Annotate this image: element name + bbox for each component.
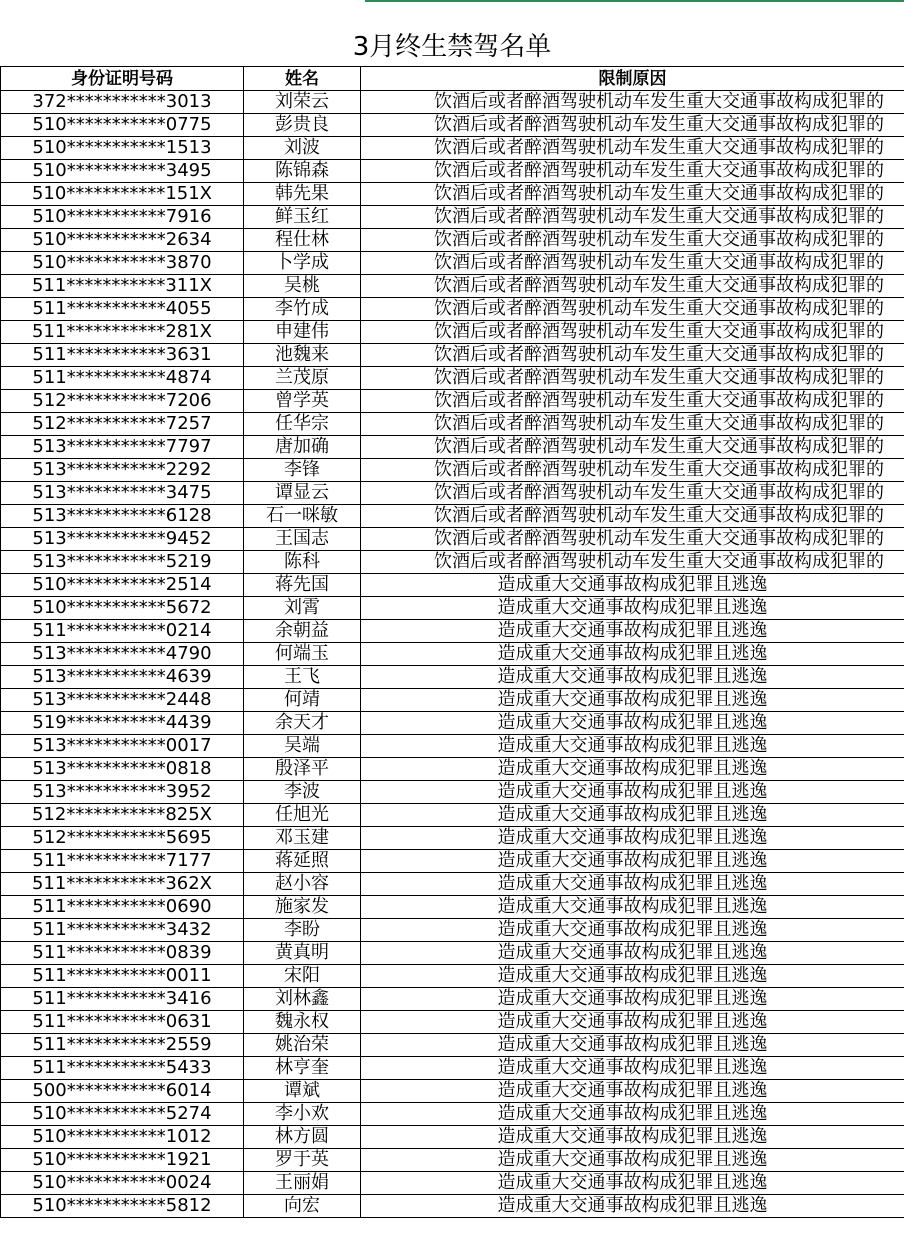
name-cell[interactable]: 何端玉 — [244, 643, 361, 666]
reason-cell[interactable]: 造成重大交通事故构成犯罪且逃逸 — [361, 873, 904, 896]
name-cell[interactable]: 林方圆 — [244, 1126, 361, 1149]
table-row — [1, 827, 904, 850]
name-cell[interactable]: 李锋 — [244, 459, 361, 482]
name-cell[interactable]: 王飞 — [244, 666, 361, 689]
id-cell[interactable]: 511***********7177 — [1, 850, 244, 873]
name-cell[interactable]: 任华宗 — [244, 413, 361, 436]
table-row — [1, 781, 904, 804]
reason-cell[interactable]: 造成重大交通事故构成犯罪且逃逸 — [361, 574, 904, 597]
name-cell[interactable]: 陈锦森 — [244, 160, 361, 183]
table-row — [1, 321, 904, 344]
id-cell[interactable]: 512***********5695 — [1, 827, 244, 850]
table-row — [1, 1011, 904, 1034]
id-cell[interactable]: 511***********5433 — [1, 1057, 244, 1080]
reason-cell[interactable]: 饮酒后或者醉酒驾驶机动车发生重大交通事故构成犯罪的 — [361, 137, 904, 160]
table-row — [1, 1172, 904, 1195]
id-cell[interactable]: 513***********3952 — [1, 781, 244, 804]
reason-cell[interactable]: 造成重大交通事故构成犯罪且逃逸 — [361, 1149, 904, 1172]
name-cell[interactable]: 韩先果 — [244, 183, 361, 206]
reason-cell[interactable]: 饮酒后或者醉酒驾驶机动车发生重大交通事故构成犯罪的 — [361, 183, 904, 206]
reason-cell[interactable]: 造成重大交通事故构成犯罪且逃逸 — [361, 827, 904, 850]
reason-cell[interactable]: 饮酒后或者醉酒驾驶机动车发生重大交通事故构成犯罪的 — [361, 160, 904, 183]
name-cell[interactable]: 池魏来 — [244, 344, 361, 367]
name-cell[interactable]: 宋阳 — [244, 965, 361, 988]
name-cell[interactable]: 吴端 — [244, 735, 361, 758]
reason-cell[interactable]: 造成重大交通事故构成犯罪且逃逸 — [361, 919, 904, 942]
reason-cell[interactable]: 造成重大交通事故构成犯罪且逃逸 — [361, 689, 904, 712]
table-row — [1, 551, 904, 574]
reason-cell[interactable]: 造成重大交通事故构成犯罪且逃逸 — [361, 758, 904, 781]
id-cell[interactable]: 512***********7206 — [1, 390, 244, 413]
name-cell[interactable]: 石一咪敏 — [244, 505, 361, 528]
id-cell[interactable]: 510***********7916 — [1, 206, 244, 229]
id-cell[interactable]: 519***********4439 — [1, 712, 244, 735]
table-row — [1, 873, 904, 896]
table-row — [1, 528, 904, 551]
reason-cell[interactable]: 造成重大交通事故构成犯罪且逃逸 — [361, 896, 904, 919]
table-row — [1, 735, 904, 758]
name-cell[interactable]: 王国志 — [244, 528, 361, 551]
table-row — [1, 183, 904, 206]
table-body — [1, 91, 904, 1218]
table-row — [1, 712, 904, 735]
table-row — [1, 298, 904, 321]
id-cell[interactable]: 511***********311X — [1, 275, 244, 298]
id-cell[interactable]: 510***********2634 — [1, 229, 244, 252]
table-row — [1, 965, 904, 988]
name-cell[interactable]: 施家发 — [244, 896, 361, 919]
name-cell[interactable]: 林亨奎 — [244, 1057, 361, 1080]
header-reason[interactable]: 限制原因 — [361, 67, 904, 91]
id-cell[interactable]: 511***********3432 — [1, 919, 244, 942]
reason-cell[interactable]: 饮酒后或者醉酒驾驶机动车发生重大交通事故构成犯罪的 — [361, 344, 904, 367]
id-cell[interactable]: 511***********362X — [1, 873, 244, 896]
table-row — [1, 1034, 904, 1057]
selection-highlight-bar — [365, 0, 904, 2]
id-cell[interactable]: 510***********0024 — [1, 1172, 244, 1195]
name-cell[interactable]: 申建伟 — [244, 321, 361, 344]
id-cell[interactable]: 513***********0818 — [1, 758, 244, 781]
table-row — [1, 597, 904, 620]
name-cell[interactable]: 谭斌 — [244, 1080, 361, 1103]
reason-cell[interactable]: 饮酒后或者醉酒驾驶机动车发生重大交通事故构成犯罪的 — [361, 551, 904, 574]
table-row — [1, 896, 904, 919]
id-cell[interactable]: 511***********0839 — [1, 942, 244, 965]
reason-cell[interactable]: 造成重大交通事故构成犯罪且逃逸 — [361, 804, 904, 827]
table-row — [1, 850, 904, 873]
header-id[interactable]: 身份证明号码 — [1, 67, 244, 91]
name-cell[interactable]: 王丽娟 — [244, 1172, 361, 1195]
id-cell[interactable]: 510***********1921 — [1, 1149, 244, 1172]
table-row — [1, 436, 904, 459]
id-cell[interactable]: 511***********0214 — [1, 620, 244, 643]
name-cell[interactable]: 鲜玉红 — [244, 206, 361, 229]
id-cell[interactable]: 513***********6128 — [1, 505, 244, 528]
name-cell[interactable]: 任旭光 — [244, 804, 361, 827]
table-row — [1, 1057, 904, 1080]
table-row — [1, 344, 904, 367]
table-row — [1, 988, 904, 1011]
name-cell[interactable]: 李盼 — [244, 919, 361, 942]
id-cell[interactable]: 372***********3013 — [1, 91, 244, 114]
name-cell[interactable]: 黄真明 — [244, 942, 361, 965]
reason-cell[interactable]: 饮酒后或者醉酒驾驶机动车发生重大交通事故构成犯罪的 — [361, 367, 904, 390]
table-row — [1, 367, 904, 390]
id-cell[interactable]: 512***********825X — [1, 804, 244, 827]
reason-cell[interactable]: 造成重大交通事故构成犯罪且逃逸 — [361, 850, 904, 873]
table-row — [1, 1103, 904, 1126]
header-name[interactable]: 姓名 — [244, 67, 361, 91]
name-cell[interactable]: 刘霄 — [244, 597, 361, 620]
reason-cell[interactable]: 造成重大交通事故构成犯罪且逃逸 — [361, 1057, 904, 1080]
reason-cell[interactable]: 饮酒后或者醉酒驾驶机动车发生重大交通事故构成犯罪的 — [361, 528, 904, 551]
name-cell[interactable]: 彭贵良 — [244, 114, 361, 137]
id-cell[interactable]: 510***********151X — [1, 183, 244, 206]
reason-cell[interactable]: 饮酒后或者醉酒驾驶机动车发生重大交通事故构成犯罪的 — [361, 206, 904, 229]
table-row — [1, 620, 904, 643]
table-row — [1, 689, 904, 712]
reason-cell[interactable]: 造成重大交通事故构成犯罪且逃逸 — [361, 1103, 904, 1126]
name-cell[interactable]: 李小欢 — [244, 1103, 361, 1126]
table-row — [1, 413, 904, 436]
table-row — [1, 252, 904, 275]
reason-cell[interactable]: 造成重大交通事故构成犯罪且逃逸 — [361, 1172, 904, 1195]
top-accent-bar — [0, 0, 904, 2]
table-row — [1, 137, 904, 160]
id-cell[interactable]: 510***********3495 — [1, 160, 244, 183]
reason-cell[interactable]: 饮酒后或者醉酒驾驶机动车发生重大交通事故构成犯罪的 — [361, 298, 904, 321]
reason-cell[interactable]: 造成重大交通事故构成犯罪且逃逸 — [361, 597, 904, 620]
name-cell[interactable]: 陈科 — [244, 551, 361, 574]
id-cell[interactable]: 511***********3416 — [1, 988, 244, 1011]
id-cell[interactable]: 513***********4639 — [1, 666, 244, 689]
page-title: 3月终生禁驾名单 — [352, 32, 552, 62]
reason-cell[interactable]: 饮酒后或者醉酒驾驶机动车发生重大交通事故构成犯罪的 — [361, 390, 904, 413]
name-cell[interactable]: 卜学成 — [244, 252, 361, 275]
name-cell[interactable]: 谭显云 — [244, 482, 361, 505]
reason-cell[interactable]: 造成重大交通事故构成犯罪且逃逸 — [361, 1126, 904, 1149]
table-row — [1, 758, 904, 781]
id-cell[interactable]: 510***********5672 — [1, 597, 244, 620]
name-cell[interactable]: 刘林鑫 — [244, 988, 361, 1011]
name-cell[interactable]: 余朝益 — [244, 620, 361, 643]
table-row — [1, 114, 904, 137]
reason-cell[interactable]: 造成重大交通事故构成犯罪且逃逸 — [361, 643, 904, 666]
reason-cell[interactable]: 造成重大交通事故构成犯罪且逃逸 — [361, 1034, 904, 1057]
reason-cell[interactable]: 造成重大交通事故构成犯罪且逃逸 — [361, 988, 904, 1011]
table-row — [1, 275, 904, 298]
id-cell[interactable]: 510***********3870 — [1, 252, 244, 275]
table-row — [1, 1080, 904, 1103]
id-cell[interactable]: 511***********4874 — [1, 367, 244, 390]
table-row — [1, 390, 904, 413]
reason-cell[interactable]: 饮酒后或者醉酒驾驶机动车发生重大交通事故构成犯罪的 — [361, 91, 904, 114]
name-cell[interactable]: 程仕林 — [244, 229, 361, 252]
reason-cell[interactable]: 造成重大交通事故构成犯罪且逃逸 — [361, 965, 904, 988]
reason-cell[interactable]: 饮酒后或者醉酒驾驶机动车发生重大交通事故构成犯罪的 — [361, 275, 904, 298]
table-row — [1, 643, 904, 666]
id-cell[interactable]: 513***********2448 — [1, 689, 244, 712]
table-row — [1, 459, 904, 482]
table-row — [1, 91, 904, 114]
id-cell[interactable]: 513***********9452 — [1, 528, 244, 551]
name-cell[interactable]: 余天才 — [244, 712, 361, 735]
table-row — [1, 1149, 904, 1172]
reason-cell[interactable]: 造成重大交通事故构成犯罪且逃逸 — [361, 735, 904, 758]
reason-cell[interactable]: 造成重大交通事故构成犯罪且逃逸 — [361, 1195, 904, 1218]
id-cell[interactable]: 510***********1513 — [1, 137, 244, 160]
reason-cell[interactable]: 造成重大交通事故构成犯罪且逃逸 — [361, 712, 904, 735]
name-cell[interactable]: 向宏 — [244, 1195, 361, 1218]
name-cell[interactable]: 赵小容 — [244, 873, 361, 896]
ban-list-table — [0, 66, 904, 1218]
table-row — [1, 574, 904, 597]
reason-cell[interactable]: 造成重大交通事故构成犯罪且逃逸 — [361, 942, 904, 965]
reason-cell[interactable]: 饮酒后或者醉酒驾驶机动车发生重大交通事故构成犯罪的 — [361, 413, 904, 436]
table-row — [1, 1195, 904, 1218]
table-row — [1, 505, 904, 528]
id-cell[interactable]: 510***********2514 — [1, 574, 244, 597]
name-cell[interactable]: 魏永权 — [244, 1011, 361, 1034]
name-cell[interactable]: 罗于英 — [244, 1149, 361, 1172]
name-cell[interactable]: 殷泽平 — [244, 758, 361, 781]
reason-cell[interactable]: 造成重大交通事故构成犯罪且逃逸 — [361, 1080, 904, 1103]
reason-cell[interactable]: 饮酒后或者醉酒驾驶机动车发生重大交通事故构成犯罪的 — [361, 252, 904, 275]
id-cell[interactable]: 511***********0631 — [1, 1011, 244, 1034]
reason-cell[interactable]: 饮酒后或者醉酒驾驶机动车发生重大交通事故构成犯罪的 — [361, 459, 904, 482]
reason-cell[interactable]: 造成重大交通事故构成犯罪且逃逸 — [361, 666, 904, 689]
table-row — [1, 666, 904, 689]
reason-cell[interactable]: 造成重大交通事故构成犯罪且逃逸 — [361, 620, 904, 643]
name-cell[interactable]: 邓玉建 — [244, 827, 361, 850]
name-cell[interactable]: 何靖 — [244, 689, 361, 712]
id-cell[interactable]: 511***********0011 — [1, 965, 244, 988]
table-row — [1, 482, 904, 505]
id-cell[interactable]: 510***********1012 — [1, 1126, 244, 1149]
reason-cell[interactable]: 造成重大交通事故构成犯罪且逃逸 — [361, 781, 904, 804]
id-cell[interactable]: 513***********5219 — [1, 551, 244, 574]
name-cell[interactable]: 李波 — [244, 781, 361, 804]
header-row — [1, 67, 904, 91]
name-cell[interactable]: 兰茂原 — [244, 367, 361, 390]
id-cell[interactable]: 511***********2559 — [1, 1034, 244, 1057]
name-cell[interactable]: 刘波 — [244, 137, 361, 160]
id-cell[interactable]: 513***********7797 — [1, 436, 244, 459]
table-row — [1, 942, 904, 965]
id-cell[interactable]: 511***********281X — [1, 321, 244, 344]
id-cell[interactable]: 511***********3631 — [1, 344, 244, 367]
reason-cell[interactable]: 饮酒后或者醉酒驾驶机动车发生重大交通事故构成犯罪的 — [361, 321, 904, 344]
id-cell[interactable]: 510***********5812 — [1, 1195, 244, 1218]
table-row — [1, 804, 904, 827]
id-cell[interactable]: 511***********4055 — [1, 298, 244, 321]
table-row — [1, 229, 904, 252]
id-cell[interactable]: 500***********6014 — [1, 1080, 244, 1103]
name-cell[interactable]: 李竹成 — [244, 298, 361, 321]
reason-cell[interactable]: 造成重大交通事故构成犯罪且逃逸 — [361, 1011, 904, 1034]
id-cell[interactable]: 513***********0017 — [1, 735, 244, 758]
id-cell[interactable]: 511***********0690 — [1, 896, 244, 919]
reason-cell[interactable]: 饮酒后或者醉酒驾驶机动车发生重大交通事故构成犯罪的 — [361, 482, 904, 505]
reason-cell[interactable]: 饮酒后或者醉酒驾驶机动车发生重大交通事故构成犯罪的 — [361, 505, 904, 528]
name-cell[interactable]: 姚治荣 — [244, 1034, 361, 1057]
name-cell[interactable]: 蒋先国 — [244, 574, 361, 597]
reason-cell[interactable]: 饮酒后或者醉酒驾驶机动车发生重大交通事故构成犯罪的 — [361, 114, 904, 137]
name-cell[interactable]: 吴桃 — [244, 275, 361, 298]
table-row — [1, 1126, 904, 1149]
reason-cell[interactable]: 饮酒后或者醉酒驾驶机动车发生重大交通事故构成犯罪的 — [361, 436, 904, 459]
id-cell[interactable]: 512***********7257 — [1, 413, 244, 436]
id-cell[interactable]: 513***********4790 — [1, 643, 244, 666]
name-cell[interactable]: 唐加确 — [244, 436, 361, 459]
id-cell[interactable]: 513***********2292 — [1, 459, 244, 482]
id-cell[interactable]: 510***********0775 — [1, 114, 244, 137]
name-cell[interactable]: 蒋延照 — [244, 850, 361, 873]
id-cell[interactable]: 513***********3475 — [1, 482, 244, 505]
table-row — [1, 919, 904, 942]
name-cell[interactable]: 曾学英 — [244, 390, 361, 413]
reason-cell[interactable]: 饮酒后或者醉酒驾驶机动车发生重大交通事故构成犯罪的 — [361, 229, 904, 252]
name-cell[interactable]: 刘荣云 — [244, 91, 361, 114]
table-row — [1, 160, 904, 183]
id-cell[interactable]: 510***********5274 — [1, 1103, 244, 1126]
table-row — [1, 206, 904, 229]
